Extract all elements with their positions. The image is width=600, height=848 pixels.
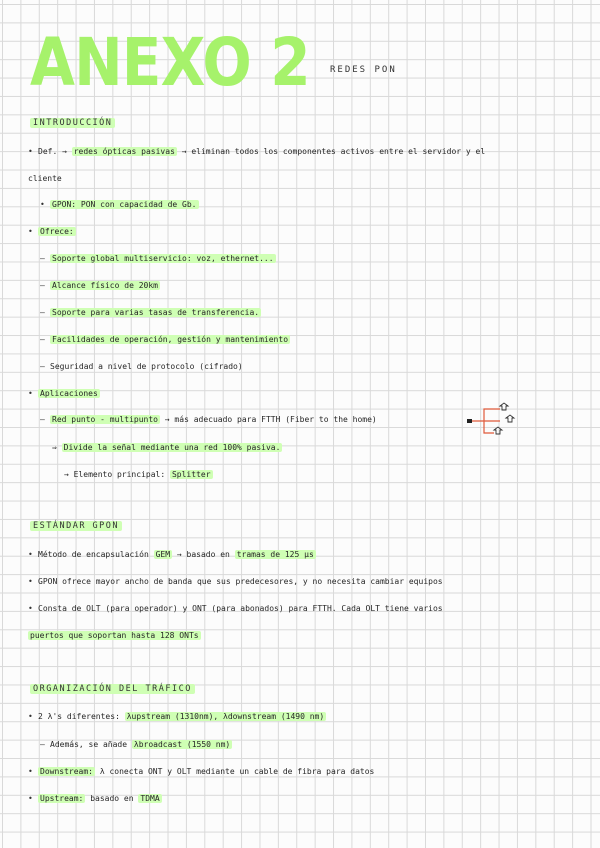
splitter-diagram-icon xyxy=(466,402,522,442)
trafico-line-3: • Downstream: λ conecta ONT y OLT mediante un cable de fibra para datos xyxy=(28,767,375,776)
app-line-2: ⇒ Divide la señal mediante una red 100% pasiva. xyxy=(52,443,281,452)
ofrece-item: – Alcance físico de 20km xyxy=(40,281,158,290)
ofrece-item: – Soporte global multiservicio: voz, ethernet... xyxy=(40,254,274,263)
page-title: ANEXO 2 xyxy=(30,24,310,101)
gpon-line-3: • Consta de OLT (para operador) y ONT (para abonados) para FTTH. Cada OLT tiene varios xyxy=(28,604,443,613)
trafico-line-1: • 2 λ's diferentes: λupstream (1310nm), λdownstream (1490 nm) xyxy=(28,712,325,721)
section-heading-intro: INTRODUCCIÓN xyxy=(30,118,115,128)
gpon-line-1: • Método de encapsulación GEM → basado en tramas de 125 µs xyxy=(28,550,314,559)
app-line-3: → Elemento principal: Splitter xyxy=(64,470,211,479)
app-line-1: – Red punto - multipunto → más adecuado para FTTH (Fiber to the home) xyxy=(40,415,377,424)
ofrece-item: – Soporte para varias tasas de transferencia. xyxy=(40,308,260,317)
trafico-line-4: • Upstream: basado en TDMA xyxy=(28,794,160,803)
gpon-line-2: • GPON ofrece mayor ancho de banda que sus predecesores, y no necesita cambiar equipos xyxy=(28,577,443,586)
ofrece-item: – Facilidades de operación, gestión y mantenimiento xyxy=(40,335,289,344)
trafico-line-2: – Además, se añade λbroadcast (1550 nm) xyxy=(40,740,231,749)
section-heading-gpon: ESTÁNDAR GPON xyxy=(30,521,122,531)
intro-def-cont: cliente xyxy=(28,174,62,183)
intro-ofrece: • Ofrece: xyxy=(28,227,74,236)
gpon-line-4: puertos que soportan hasta 128 ONTs xyxy=(30,631,199,640)
intro-gpon-line: • GPON: PON con capacidad de Gb. xyxy=(40,200,197,209)
page-subtitle: REDES PON xyxy=(330,65,397,75)
ofrece-item: – Seguridad a nivel de protocolo (cifrado) xyxy=(40,362,243,371)
intro-def-line: • Def. → redes ópticas pasivas → eliminan todos los componentes activos entre el servidor y el xyxy=(28,147,486,156)
intro-aplicaciones: • Aplicaciones xyxy=(28,389,98,398)
section-heading-trafico: ORGANIZACIÓN DEL TRÁFICO xyxy=(30,684,195,694)
